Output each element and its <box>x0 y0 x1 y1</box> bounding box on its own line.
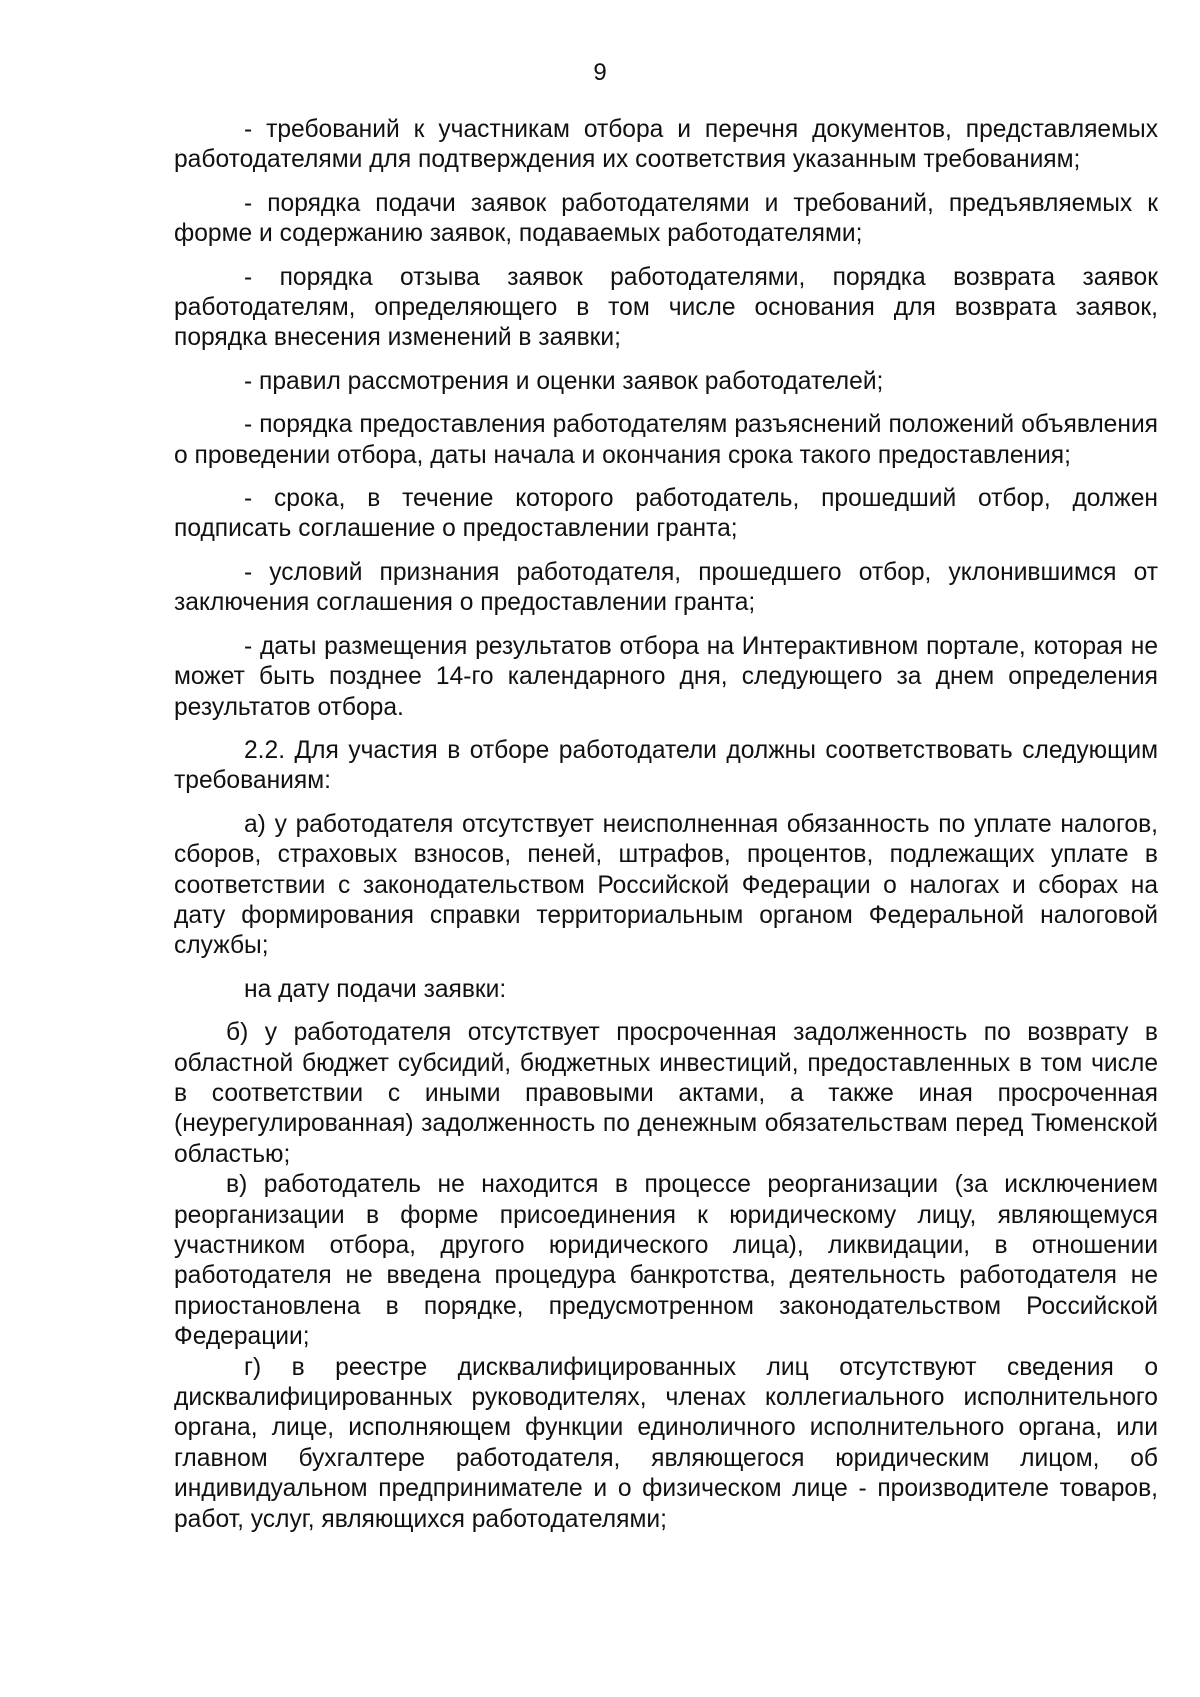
paragraph-application-submission: - порядка подачи заявок работодателями и требований, предъявляемых к форме и содержанию заявок, подаваемых работодателями; <box>174 189 1158 248</box>
paragraph-item-v: в) работодатель не находится в процессе реорганизации (за исключением реорганизации в форме присоединения к юридическому лицу, являющемуся участником отбора, другого юридического лица), ликвидации, в отношении работодателя не введена процедура банкротства, деятельность работодателя не приостановлена в порядке, предусмотренном законодательством Российской Федерации; <box>174 1171 1158 1351</box>
paragraph-review-rules: - правил рассмотрения и оценки заявок работодателей; <box>244 367 884 395</box>
paragraph-results-publication: - даты размещения результатов отбора на Интерактивном портале, которая не может быть позднее 14-го календарного дня, следующего за днем определения результатов отбора. <box>174 632 1158 721</box>
paragraph-requirements-participants: - требований к участникам отбора и перечня документов, представляемых работодателями для подтверждения их соответствия указанным требованиям; <box>174 116 1158 174</box>
document-body <box>174 115 1158 1535</box>
paragraph-section-2-2: 2.2. Для участия в отборе работодатели должны соответствовать следующим требованиям: <box>174 736 1158 795</box>
paragraph-submission-date: на дату подачи заявки: <box>244 975 507 1003</box>
paragraph-item-b: б) у работодателя отсутствует просроченная задолженность по возврату в областной бюджет субсидий, бюджетных инвестиций, предоставленных в том числе в соответствии с иными правовыми актами, а также иная просроченная (неурегулированная) задолженность по денежным обязательствам перед Тюменской областью; <box>174 1019 1158 1168</box>
paragraph-application-withdrawal: - порядка отзыва заявок работодателями, порядка возврата заявок работодателям, определяющего в том числе основания для возврата заявок, порядка внесения изменений в заявки; <box>174 263 1158 352</box>
page-number: 9 <box>593 59 607 86</box>
paragraph-evasion-conditions: - условий признания работодателя, прошедшего отбор, уклонившимся от заключения соглашения о предоставлении гранта; <box>174 558 1158 617</box>
paragraph-item-g: г) в реестре дисквалифицированных лиц отсутствуют сведения о дисквалифицированных руководителях, членах коллегиального исполнительного органа, лице, исполняющем функции единоличного исполнительного органа, или главном бухгалтере работодателя, являющегося юридическим лицом, об индивидуальном предпринимателе и о физическом лице - производителе товаров, работ, услуг, являющихся работодателями; <box>174 1353 1158 1533</box>
paragraph-item-a: а) у работодателя отсутствует неисполненная обязанность по уплате налогов, сборов, страховых взносов, пеней, штрафов, процентов, подлежащих уплате в соответствии с законодательством Российской Федерации о налогах и сборах на дату формирования справки территориальным органом Федеральной налоговой службы; <box>174 810 1158 960</box>
paragraph-agreement-deadline: - срока, в течение которого работодатель, прошедший отбор, должен подписать соглашение о предоставлении гранта; <box>174 485 1158 543</box>
paragraph-clarifications: - порядка предоставления работодателям разъяснений положений объявления о проведении отбора, даты начала и окончания срока такого предоставления; <box>174 411 1158 469</box>
